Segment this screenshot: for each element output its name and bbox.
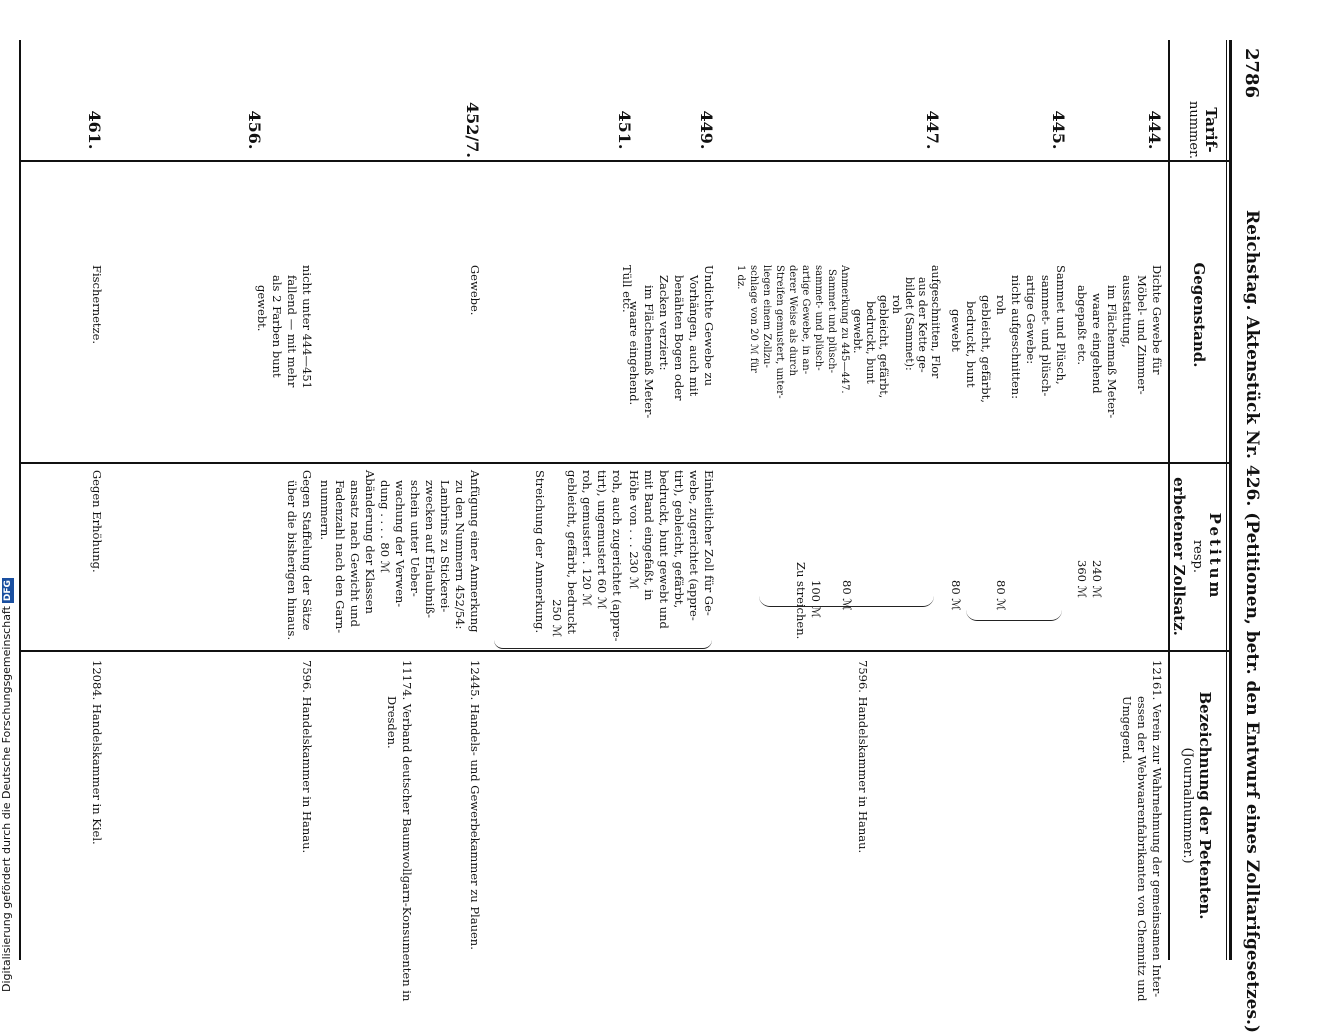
- obj-444: Dichte Gewebe für Möbel- und Zimmer- ausstattung, im Flächenmaß Meter- waare eingehend abgepaßt etc.: [1075, 265, 1164, 419]
- col-divider-2: [19, 462, 1229, 464]
- petent-7596-b: 7596. Handelskammer in Hanau.: [300, 660, 314, 854]
- petent-11174: 11174. Verband deutscher Baumwollgarn-Konsumenten in Dresden.: [385, 660, 414, 1002]
- header-petitum: Petitum resp. erbetener Zollsatz.: [1170, 477, 1224, 636]
- obj-452: Gewebe.: [468, 265, 482, 316]
- obj-456: nicht unter 444—451 fallend — mit mehr als 2 Farben bunt gewebt.: [255, 265, 314, 390]
- pet-449: Einheitlicher Zoll für Ge- webe, zugerichtet (appre- tirt), gebleicht, gefärbt, bedruckt, bunt gewebt und mit Band eingefaßt, in Höhe von . . . 230 ℳ: [627, 470, 716, 629]
- digitization-credit: Digitalisierung gefördert durch die Deutsche ForschungsgemeinschaftDFG: [0, 580, 13, 992]
- brace-447: [759, 596, 934, 607]
- pet-445: 80 ℳ 80 ℳ: [949, 580, 1008, 611]
- petent-12161: 12161. Verein zur Wahrnehmung der gemeinsamen Inter- essen der Webwaarenfabrikanten von Chemnitz und Umgegend.: [1120, 660, 1164, 1002]
- brace-445: [966, 610, 1062, 621]
- tarif-449: 449.: [697, 110, 716, 150]
- tarif-461: 461.: [85, 110, 104, 150]
- bottom-rule: [20, 40, 22, 960]
- pet-456: Gegen Staffelung der Sätze über die bisherigen hinaus.: [285, 470, 314, 641]
- pet-444: 240 ℳ 360 ℳ: [1075, 560, 1104, 598]
- header-tarif: Tarif- nummer.: [1186, 100, 1220, 159]
- obj-449: Undichte Gewebe zu Vorhängen, auch mit benähten Bogen oder Zacken verziert: im Flächenmaß Meter- waare eingehend.: [627, 265, 716, 419]
- page-number: 2786: [1241, 48, 1262, 99]
- pet-461: Gegen Erhöhung.: [90, 470, 104, 573]
- tarif-445: 445.: [1049, 110, 1068, 150]
- obj-445: Sammet und Plüsch, sammet- und plüsch- artige Gewebe: nicht aufgeschnitten: roh gebleicht, gefärbt, bedruckt, bunt gewebt: [949, 265, 1068, 403]
- header-petenten: Bezeichnung der Petenten. (Journalnummer.): [1180, 691, 1214, 920]
- tarif-456: 456.: [245, 110, 264, 150]
- pet-452: Anfügung einer Anmerkung zu den Nummern 452/54: Lambrins zu Stickerei- zwecken auf Erlaubniß- schein unter Ueber- wachung der Verwen- dung . . . . 80 ℳ Abänderung der Klassen ansatz nach Gewicht und Fadenzahl nach den Garn- nummern.: [318, 470, 482, 634]
- pet-447: 80 ℳ 100 ℳ Zu streichen.: [794, 562, 854, 640]
- petent-7596-a: 7596. Handelskammer in Hanau.: [856, 660, 870, 854]
- col-divider-3: [19, 650, 1229, 652]
- page-title: Reichstag. Aktenstück Nr. 426. (Petitionen, betr. den Entwurf eines Zolltarifgesetzes.): [1242, 210, 1262, 1033]
- brace-449-451: [494, 640, 712, 649]
- tarif-451: 451.: [615, 110, 634, 150]
- tarif-444: 444.: [1145, 110, 1164, 150]
- petent-12445: 12445. Handels- und Gewerbekammer zu Plauen.: [468, 660, 482, 950]
- pet-451: roh, auch zugerichtet (appre- tirt), ungemustert 60 ℳ roh, gemustert . 120 ℳ gebleicht, gefärbt, bedruckt 250 ℳ Streichung der Anmerkung.: [533, 470, 624, 642]
- header-gegenstand: Gegenstand.: [1190, 262, 1208, 368]
- tarif-452-7: 452/7.: [463, 102, 482, 158]
- obj-451: Tüll etc.: [620, 265, 634, 313]
- col-divider-1: [19, 160, 1229, 162]
- dfg-logo: DFG: [3, 580, 13, 602]
- top-rule-thick: [1229, 40, 1232, 960]
- tarif-447: 447.: [923, 110, 942, 150]
- obj-461: Fischernetze.: [90, 265, 104, 345]
- top-rule-thin: [1226, 40, 1227, 960]
- petent-12084: 12084. Handelskammer in Kiel.: [90, 660, 104, 845]
- obj-447: aufgeschnitten, Flor aus der Kette ge- bildet (Sammet): roh gebleicht, gefärbt, bedruckt, bunt gewebt. Anmerkung zu 445—447. Sammet und plüsch- sammet- und plüsch- artige Gewebe, in an- derer Weise als durch Streifen gemustert, unter- liegen einem Zollzu- schlage von 20 ℳ für 1 dz.: [735, 265, 942, 399]
